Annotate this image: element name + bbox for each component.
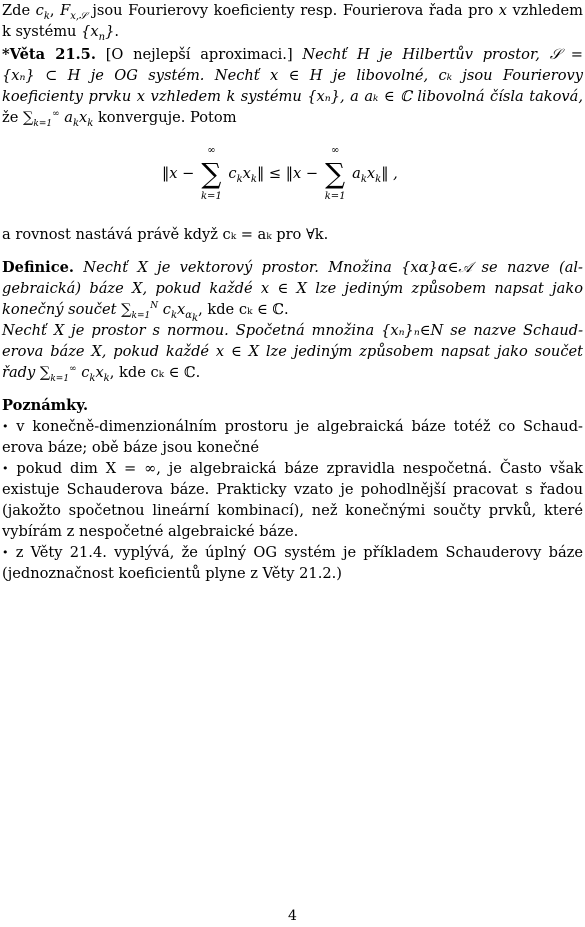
intro-line-2: k systému $\{x_n\}$. xyxy=(2,23,119,43)
definition-line-1: Definice. Nechť X je vektorový prostor. Množina {xα}α∈𝒜 se nazve (al- xyxy=(2,259,583,276)
bullet-icon: • xyxy=(2,462,9,475)
definition-line-6: řady $\sum_{k=1}^\infty$ $c_kx_k$, kde cₖ ∈ ℂ. xyxy=(2,364,201,384)
page-number: 4 xyxy=(288,908,297,924)
definition-line-3: konečný součet $\sum_{k=1}^N$ $c_kx_{\alpha_k}$, kde cₖ ∈ ℂ. xyxy=(2,301,289,324)
remark-1-line-2: erova báze; obě báze jsou konečné xyxy=(2,439,260,456)
theorem-equality-line: a rovnost nastává právě když cₖ = aₖ pro ∀k. xyxy=(2,226,329,243)
definition-line-5: erova báze X, pokud každé x ∈ X lze jediným způsobem napsat jako součet xyxy=(2,343,583,360)
remark-2-line-2: existuje Schauderova báze. Prakticky vzato je pohodlnější pracovat s řadou xyxy=(2,481,583,498)
theorem-note: [O nejlepší aproximaci.] xyxy=(105,46,293,63)
theorem-line-2: {xₙ} ⊂ H je OG systém. Nechť x ∈ H je libovolné, cₖ jsou Fourierovy xyxy=(2,67,583,84)
theorem-line-1: *Věta 21.5. [O nejlepší aproximaci.] Nechť H je Hilbertův prostor, 𝒮 = xyxy=(2,46,583,63)
bullet-icon: • xyxy=(2,420,9,433)
bullet-icon: • xyxy=(2,546,9,559)
remark-3-line-1: • z Věty 21.4. vyplývá, že úplný OG systém je příkladem Schauderovy báze xyxy=(2,544,583,561)
intro-line-1: Zde $c_k$, $F_{x,𝒮}$ jsou Fourierovy koeficienty resp. Fourierova řada pro x vzhledem xyxy=(2,2,584,22)
theorem-line-4: že $\sum_{k=1}^\infty$ $a_kx_k$ konverguje. Potom xyxy=(2,109,237,129)
theorem-line-3: koeficienty prvku x vzhledem k systému {xₙ}, a aₖ ∈ ℂ libovolná čísla taková, xyxy=(2,88,583,105)
remark-2-line-3: (jakožto spočetnou lineární kombinací), než konečnými součty prvků, které xyxy=(2,502,583,519)
theorem-label: *Věta 21.5. xyxy=(2,46,96,63)
remark-3-line-2: (jednoznačnost koeficientů plyne z Věty 21.2.) xyxy=(2,565,342,582)
remark-1-line-1: • v konečně-dimenzionálním prostoru je algebraická báze totéž co Schaud- xyxy=(2,418,583,435)
definition-line-4: Nechť X je prostor s normou. Spočetná množina {xₙ}ₙ∈N se nazve Schaud- xyxy=(2,322,583,339)
remarks-heading: Poznámky. xyxy=(2,397,89,414)
inequality-display: ‖x − ∞ ∑ k=1 $c_kx_k‖$ ≤ ‖x − ∞ ∑ k=1 $a_kx_k‖$ , xyxy=(162,145,398,202)
remark-2-line-1: • pokud dim X = ∞, je algebraická báze zpravidla nespočetná. Často však xyxy=(2,460,584,477)
definition-line-2: gebraická) báze X, pokud každé x ∈ X lze jediným způsobem napsat jako xyxy=(2,280,583,297)
remark-2-line-4: vybírám z nespočetné algebraické báze. xyxy=(2,523,299,540)
definition-label: Definice. xyxy=(2,259,74,276)
